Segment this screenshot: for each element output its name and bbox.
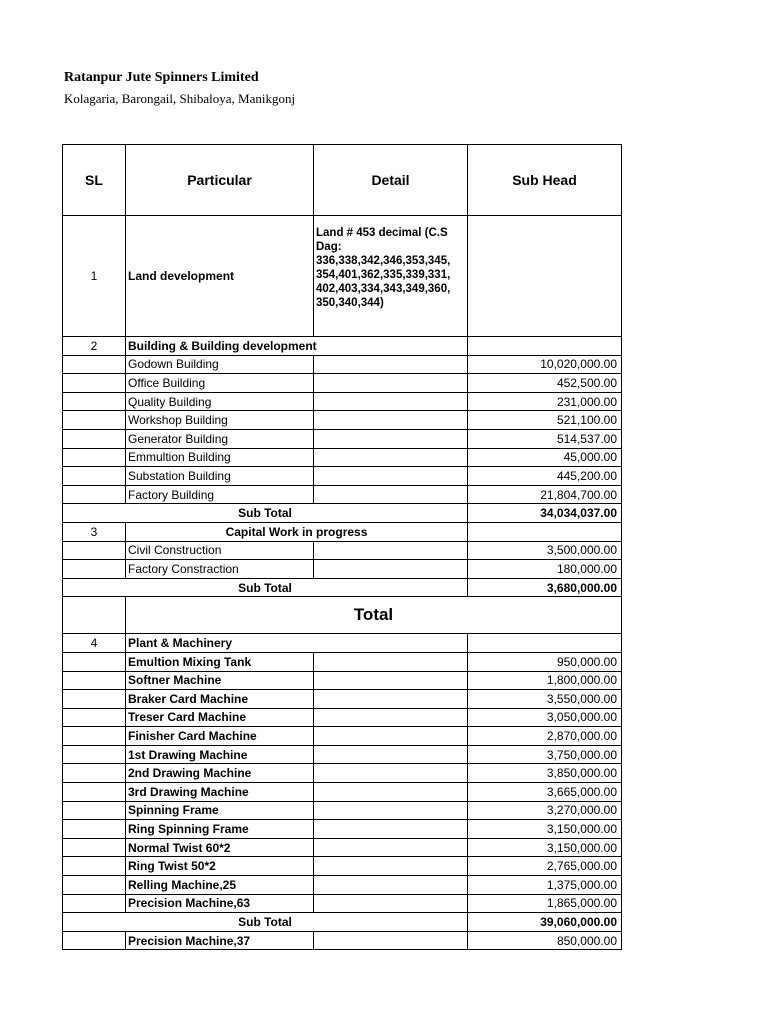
row-amount: 445,200.00 — [468, 467, 622, 486]
row-particular: Quality Building — [126, 392, 314, 411]
row-particular: Factory Building — [126, 485, 314, 504]
plant-sl: 4 — [63, 634, 126, 653]
row-particular: Spinning Frame — [126, 801, 314, 820]
building-title-row — [63, 337, 622, 356]
row-particular: Emultion Mixing Tank — [126, 652, 314, 671]
row-particular: Softner Machine — [126, 671, 314, 690]
row-sl — [63, 652, 126, 671]
table-row — [63, 931, 622, 950]
row-sl — [63, 374, 126, 393]
table-row — [63, 857, 622, 876]
row-particular: Substation Building — [126, 467, 314, 486]
header-sl: SL — [63, 145, 126, 216]
row-particular: Precision Machine,63 — [126, 894, 314, 913]
capital-subtotal: 3,680,000.00 — [468, 578, 622, 597]
row-amount: 3,665,000.00 — [468, 783, 622, 802]
header-particular: Particular — [126, 145, 314, 216]
plant-title-row — [63, 634, 622, 653]
row-particular: 2nd Drawing Machine — [126, 764, 314, 783]
table-row — [63, 764, 622, 783]
table-row — [63, 894, 622, 913]
plant-subtotal: 39,060,000.00 — [468, 913, 622, 932]
row-sl — [63, 411, 126, 430]
table-row — [63, 374, 622, 393]
building-subtotal-label: Sub Total — [63, 504, 468, 523]
row-sl — [63, 355, 126, 374]
row-amount: 45,000.00 — [468, 448, 622, 467]
row-detail — [314, 392, 468, 411]
asset-table — [62, 144, 622, 950]
table-row — [63, 560, 622, 579]
row-detail — [314, 931, 468, 950]
row-amount: 3,150,000.00 — [468, 838, 622, 857]
table-row — [63, 652, 622, 671]
row-detail — [314, 783, 468, 802]
plant-title-amount — [468, 634, 622, 653]
table-row — [63, 467, 622, 486]
land-sl: 1 — [63, 216, 126, 337]
land-row — [63, 216, 622, 337]
row-particular: Precision Machine,37 — [126, 931, 314, 950]
plant-subtotal-label: Sub Total — [63, 913, 468, 932]
row-sl — [63, 894, 126, 913]
row-particular: Generator Building — [126, 429, 314, 448]
row-sl — [63, 485, 126, 504]
row-amount: 2,765,000.00 — [468, 857, 622, 876]
row-particular: Ring Spinning Frame — [126, 820, 314, 839]
table-row — [63, 448, 622, 467]
row-detail — [314, 355, 468, 374]
row-sl — [63, 671, 126, 690]
row-detail — [314, 560, 468, 579]
row-detail — [314, 671, 468, 690]
row-particular: Braker Card Machine — [126, 690, 314, 709]
plant-title: Plant & Machinery — [126, 634, 468, 653]
total-label: Total — [126, 597, 622, 634]
row-particular: Civil Construction — [126, 541, 314, 560]
building-subtotal: 34,034,037.00 — [468, 504, 622, 523]
table-row — [63, 783, 622, 802]
row-detail — [314, 485, 468, 504]
row-amount: 1,865,000.00 — [468, 894, 622, 913]
row-sl — [63, 876, 126, 895]
table-row — [63, 485, 622, 504]
land-subhead — [468, 216, 622, 337]
row-detail — [314, 838, 468, 857]
capital-subtotal-label: Sub Total — [63, 578, 468, 597]
row-detail — [314, 876, 468, 895]
row-sl — [63, 745, 126, 764]
table-row — [63, 541, 622, 560]
row-amount: 3,750,000.00 — [468, 745, 622, 764]
row-amount: 2,870,000.00 — [468, 727, 622, 746]
row-sl — [63, 467, 126, 486]
row-amount: 3,500,000.00 — [468, 541, 622, 560]
building-subtotal-row — [63, 504, 622, 523]
row-detail — [314, 727, 468, 746]
row-detail — [314, 429, 468, 448]
row-amount: 180,000.00 — [468, 560, 622, 579]
capital-subtotal-row — [63, 578, 622, 597]
header-detail: Detail — [314, 145, 468, 216]
table-row — [63, 355, 622, 374]
capital-sl: 3 — [63, 522, 126, 541]
row-sl — [63, 783, 126, 802]
table-row — [63, 801, 622, 820]
row-amount: 950,000.00 — [468, 652, 622, 671]
table-row — [63, 838, 622, 857]
row-particular: Relling Machine,25 — [126, 876, 314, 895]
row-detail — [314, 541, 468, 560]
row-detail — [314, 857, 468, 876]
row-detail — [314, 745, 468, 764]
row-sl — [63, 820, 126, 839]
row-amount: 3,150,000.00 — [468, 820, 622, 839]
row-sl — [63, 429, 126, 448]
row-sl — [63, 727, 126, 746]
row-detail — [314, 652, 468, 671]
row-particular: Office Building — [126, 374, 314, 393]
table-header-row — [63, 145, 622, 216]
row-particular: Ring Twist 50*2 — [126, 857, 314, 876]
row-detail — [314, 411, 468, 430]
row-amount: 3,550,000.00 — [468, 690, 622, 709]
table-row — [63, 411, 622, 430]
row-amount: 514,537.00 — [468, 429, 622, 448]
row-detail — [314, 708, 468, 727]
row-sl — [63, 931, 126, 950]
row-particular: Treser Card Machine — [126, 708, 314, 727]
table-row — [63, 671, 622, 690]
table-row — [63, 690, 622, 709]
row-sl — [63, 392, 126, 411]
capital-title: Capital Work in progress — [126, 522, 468, 541]
row-particular: Normal Twist 60*2 — [126, 838, 314, 857]
row-sl — [63, 448, 126, 467]
row-amount: 3,850,000.00 — [468, 764, 622, 783]
row-amount: 452,500.00 — [468, 374, 622, 393]
row-particular: Factory Constraction — [126, 560, 314, 579]
building-sl: 2 — [63, 337, 126, 356]
row-detail — [314, 448, 468, 467]
row-sl — [63, 764, 126, 783]
row-sl — [63, 560, 126, 579]
table-row — [63, 727, 622, 746]
table-row — [63, 876, 622, 895]
table-row — [63, 708, 622, 727]
row-sl — [63, 541, 126, 560]
row-detail — [314, 690, 468, 709]
row-amount: 231,000.00 — [468, 392, 622, 411]
table-row — [63, 820, 622, 839]
row-detail — [314, 764, 468, 783]
row-sl — [63, 857, 126, 876]
table-row — [63, 745, 622, 764]
row-detail — [314, 801, 468, 820]
capital-title-row — [63, 522, 622, 541]
row-particular: Godown Building — [126, 355, 314, 374]
land-particular: Land development — [126, 216, 314, 337]
row-particular: Finisher Card Machine — [126, 727, 314, 746]
total-sl — [63, 597, 126, 634]
building-title-amount — [468, 337, 622, 356]
row-sl — [63, 838, 126, 857]
row-detail — [314, 820, 468, 839]
row-particular: Workshop Building — [126, 411, 314, 430]
total-row — [63, 597, 622, 634]
row-detail — [314, 894, 468, 913]
row-amount: 10,020,000.00 — [468, 355, 622, 374]
row-detail — [314, 467, 468, 486]
plant-subtotal-row — [63, 913, 622, 932]
row-particular: 1st Drawing Machine — [126, 745, 314, 764]
row-amount: 850,000.00 — [468, 931, 622, 950]
table-row — [63, 429, 622, 448]
row-amount: 1,800,000.00 — [468, 671, 622, 690]
row-detail — [314, 374, 468, 393]
row-sl — [63, 690, 126, 709]
header-subhead: Sub Head — [468, 145, 622, 216]
company-address: Kolagaria, Barongail, Shibaloya, Manikgonj — [64, 91, 296, 106]
company-name: Ratanpur Jute Spinners Limited — [64, 70, 259, 85]
capital-title-amount — [468, 522, 622, 541]
row-amount: 3,270,000.00 — [468, 801, 622, 820]
row-particular: 3rd Drawing Machine — [126, 783, 314, 802]
row-amount: 3,050,000.00 — [468, 708, 622, 727]
row-amount: 1,375,000.00 — [468, 876, 622, 895]
row-amount: 521,100.00 — [468, 411, 622, 430]
land-detail: Land # 453 decimal (C.S Dag: 336,338,342,346,353,345, 354,401,362,335,339,331, 402,403,334,343,349,360, 350,340,344) — [314, 216, 468, 337]
row-sl — [63, 708, 126, 727]
table-row — [63, 392, 622, 411]
row-sl — [63, 801, 126, 820]
row-amount: 21,804,700.00 — [468, 485, 622, 504]
building-title: Building & Building development — [126, 337, 468, 356]
row-particular: Emmultion Building — [126, 448, 314, 467]
